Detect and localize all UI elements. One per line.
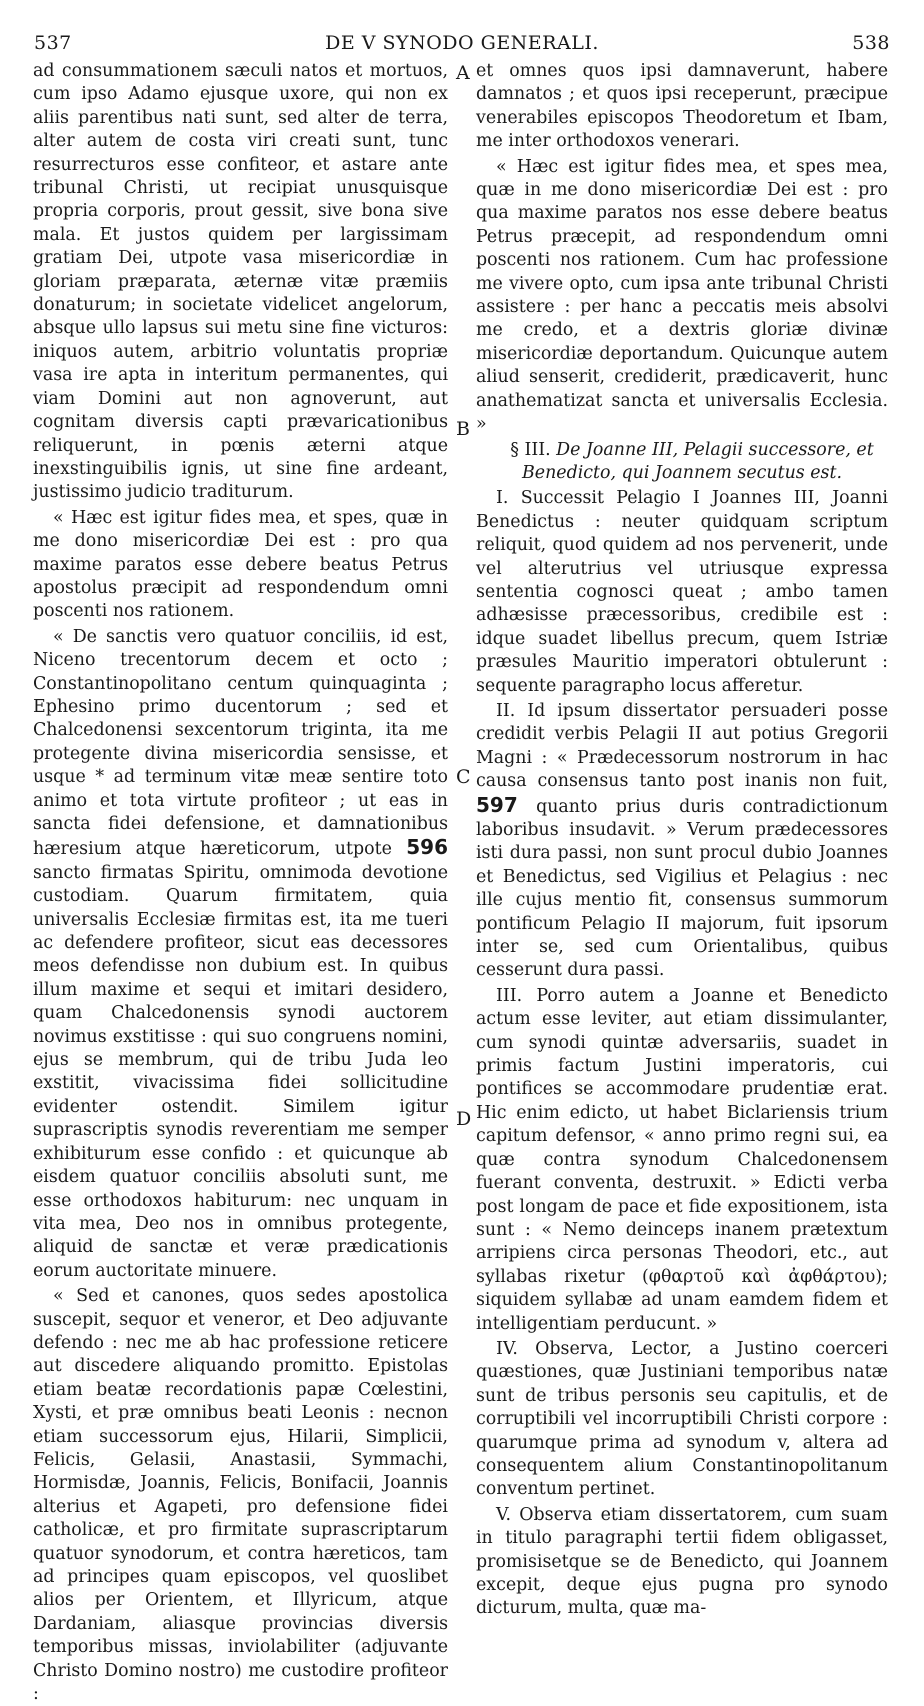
paragraph-text: II. Id ipsum dissertator persuaderi posse credidit verbis Pelagii II aut potius Gregorii Magni : « Prædecessorum nostrorum in hac causa consensus tanto post inanis non fuit, bbox=[476, 700, 888, 792]
margin-marker-b: B bbox=[456, 418, 470, 440]
paragraph: IV. Observa, Lector, a Justino coerceri quæstiones, quæ Justiniani temporibus natæ sunt de tribus personis seu capitulis, et de corruptibili vel incorruptibili Christi corpore : quarumque prima ad synodum v, altera ad consequentem alium Constantinopolitanum conventum pertinet. bbox=[476, 1338, 888, 1500]
section-title: De Joanne III, Pelagii successore, et Benedicto, qui Joannem secutus est. bbox=[522, 439, 874, 483]
column-number: 597 bbox=[476, 792, 518, 817]
section-number: § III. bbox=[510, 439, 551, 460]
margin-marker-d: D bbox=[456, 1108, 472, 1130]
paragraph: III. Porro autem a Joanne et Benedicto actum esse leviter, aut etiam dissimulanter, cum synodi quintæ adversariis, suadet in primis factum Justini imperatoris, cui pontifices se accommodare prudentiæ erat. Hic enim edicto, ut habet Biclariensis trium capitum defensor, « anno primo regni sui, ea quæ contra synodum Chalcedonensem fuerant conventa, destruxit. » Edicti verba post longam de pace et fide expositionem, ista sunt : « Nemo deinceps inanem prætextum arripiens circa personas Theodori, etc., aut syllabas rixetur (φθαρτοῦ καὶ ἀφθάρτου); siquidem syllabæ ad unam eamdem fidem et intelligentiam perducunt. » bbox=[476, 985, 888, 1334]
paragraph: « Hæc est igitur fides mea, et spes mea, quæ in me dono misericordiæ Dei est : pro qua maxime paratos nos esse debere beatus Petrus præcepit, ad respondendum omni poscenti nos rationem. Cum hac professione me vivere opto, cum ipsa ante tribunal Christi assistere : per hanc a peccatis meis absolvi me credo, et a dextris gloriæ divinæ misericordiæ deportandum. Quicunque autem aliud senserit, crediderit, prædicaverit, hunc anathematizat sancta et universalis Ecclesia. » bbox=[476, 156, 888, 435]
paragraph bbox=[33, 626, 448, 1283]
paragraph: V. Observa etiam dissertatorem, cum suam in titulo paragraphi tertii fidem obligasset, promisisetque se de Benedicto, qui Joannem excepit, deque ejus pugna pro synodo dicturum, multa, quæ ma- bbox=[476, 1504, 888, 1619]
paragraph: « Sed et canones, quos sedes apostolica suscepit, sequor et veneror, et Deo adjuvante defendo : nec me ab hac professione reticere aut discedere aliquando promitto. Epistolas etiam beatæ recordationis papæ Cœlestini, Xysti, et præ omnibus beati Leonis : necnon etiam successorum ejus, Hilarii, Simplicii, Felicis, Gelasii, Anastasii, Symmachi, Hormisdæ, Joannis, Felicis, Bonifacii, Joannis alterius et Agapeti, pro defensione fidei catholicæ, et pro firmitate suprascriptarum quatuor synodorum, et contra hæreticos, tam ad principes quam episcopos, vel quoslibet alios per Orientem, et Illyricum, atque Dardaniam, aliasque provincias diversis temporibus missas, inviolabiliter (adjuvante Christo Domino nostro) me custodire profiteor : bbox=[33, 1286, 448, 1705]
margin-marker-c: C bbox=[456, 766, 471, 788]
paragraph-text: quanto prius duris contradictionum laboribus insudavit. » Verum prædecessores isti dura passi, non sunt procul dubio Joannes et Benedictus, sed Vigilius et Pelagius : nec ille cujus mentio fit, consensus summorum pontificum Pelagio II majorum, fuit ipsorum inter se, sed cum Orientalibus, quibus cesserunt dura passi. bbox=[476, 796, 889, 981]
page-number-left: 537 bbox=[34, 32, 72, 54]
section-heading bbox=[476, 439, 888, 486]
paragraph bbox=[476, 700, 888, 983]
margin-marker-a: A bbox=[456, 62, 470, 84]
paragraph: ad consummationem sæculi natos et mortuos, cum ipso Adamo ejusque uxore, qui non ex aliis parentibus nati sunt, sed alter de terra, alter autem de costa viri creati sunt, tunc resurrecturos esse confiteor, et astare ante tribunal Christi, ut recipiat unusquisque propria corporis, prout gessit, sive bona sive mala. Et justos quidem per largissimam gratiam Dei, utpote vasa misericordiæ in gloriam præparata, æternæ vitæ præmiis donaturum; in societate videlicet angelorum, absque ullo lapsus sui metu sine fine victuros: iniquos autem, arbitrio voluntatis propriæ vasa ire apta in interitum permanentes, qui viam Domini aut non agnoverunt, aut cognitam diversis capti prævaricationibus reliquerunt, in pœnis æterni atque inexstinguibilis ignis, ut sine fine ardeant, justissimo judicio traditurum. bbox=[33, 61, 448, 503]
paragraph-text: « De sanctis vero quatuor conciliis, id est, Niceno trecentorum decem et octo ; Constantinopolitano centum quinquaginta ; Ephesino primo ducentorum ; sed et Chalcedonensi sexcentorum triginta, ita me protegente divina misericordia sensisse, et usque * ad terminum vitæ meæ sentire toto animo et tota virtute profiteor ; ut eas in sancta fidei defensione, et damnationibus hæresium atque hæreticorum, utpote bbox=[33, 626, 448, 860]
right-column bbox=[476, 60, 888, 1621]
column-number: 596 bbox=[406, 835, 448, 860]
paragraph: et omnes quos ipsi damnaverunt, habere damnatos ; et quos ipsi receperunt, præcipue venerabiles episcopos Theodoretum et Ibam, me inter orthodoxos venerari. bbox=[476, 61, 888, 152]
paragraph: « Hæc est igitur fides mea, et spes, quæ in me dono misericordiæ Dei est : pro qua maxime paratos esse debere beatus Petrus apostolus præcipit ad respondendum omni poscenti nos rationem. bbox=[33, 507, 448, 622]
paragraph-text: sancto firmatas Spiritu, omnimoda devotione custodiam. Quarum firmitatem, quia universalis Ecclesiæ firmitas est, ita me tueri ac defendere profiteor, sicut eas decessores meos defendisse non dubium est. In quibus illum maxime et sequi et imitari desidero, quam Chalcedonensis synodi auctorem novimus exstitisse : qui suo congruens nomini, ejus se membrum, qui de tribu Juda leo exstitit, vivacissima fidei sollicitudine evidenter ostendit. Similem igitur suprascriptis synodis reverentiam me semper exhibiturum esse confido : et quicunque ab eisdem quatuor conciliis absoluti sunt, me esse orthodoxos habiturum: nec unquam in vita mea, Deo nos in omnibus protegente, aliquid de sanctæ et veræ prædicationis eorum auctoritate minuere. bbox=[33, 862, 448, 1281]
paragraph: I. Successit Pelagio I Joannes III, Joanni Benedictus : neuter quidquam scriptum reliquit, quod quidem ad nos pervenerit, unde vel alterutrius vel utriusque expressa sententia cognosci queat ; ambo tamen adhæsisse præcessoribus, credibile est : idque suadet libellus precum, quem Istriæ præsules Mauritio imperatori obtulerunt : sequente paragrapho locus afferetur. bbox=[476, 488, 888, 696]
running-title: DE V SYNODO GENERALI. bbox=[325, 32, 599, 54]
page-number-right: 538 bbox=[852, 32, 890, 54]
left-column bbox=[33, 60, 448, 1706]
